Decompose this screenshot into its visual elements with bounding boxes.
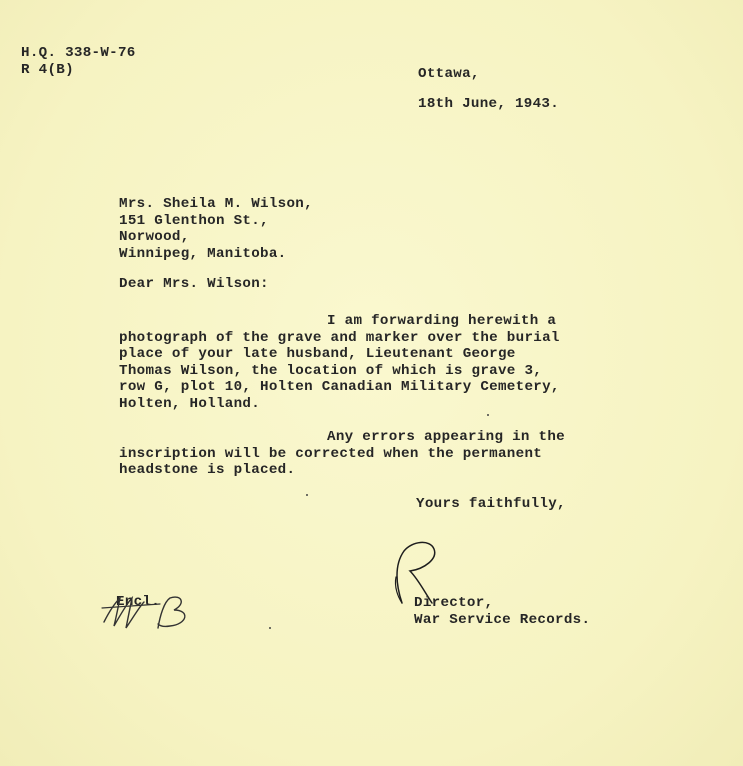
paper-speck — [487, 414, 489, 416]
address-line: Winnipeg, Manitoba. — [119, 245, 287, 262]
paper-speck — [269, 627, 271, 629]
paragraph-forwarding — [119, 313, 560, 412]
paragraph-line: headstone is placed. — [119, 462, 296, 478]
letter-date: 18th June, 1943. — [418, 96, 560, 112]
paragraph-line: Thomas Wilson, the location of which is grave 3, — [119, 362, 543, 379]
address-line: Norwood, — [119, 229, 190, 245]
recipient-address — [119, 196, 313, 262]
paragraph-line: photograph of the grave and marker over the burial — [119, 329, 560, 346]
paragraph-line: inscription will be corrected when the permanent — [119, 445, 543, 462]
paragraph-errors — [119, 429, 565, 479]
closing: Yours faithfully, — [416, 496, 566, 512]
paragraph-line: row G, plot 10, Holten Canadian Military Cemetery, — [119, 379, 560, 395]
typist-initials — [100, 592, 192, 634]
reference-line: H.Q. 338-W-76 — [21, 45, 136, 61]
paragraph-line: Holten, Holland. — [119, 395, 261, 412]
paper-speck — [306, 494, 308, 496]
signatory-line: Director, — [414, 595, 494, 611]
letter-city: Ottawa, — [418, 66, 480, 82]
signatory-title — [414, 595, 590, 628]
reference-line: R 4(B) — [21, 61, 74, 78]
paragraph-line: I am forwarding herewith a — [327, 313, 557, 329]
paragraph-line: place of your late husband, Lieutenant George — [119, 346, 516, 362]
salutation: Dear Mrs. Wilson: — [119, 276, 269, 292]
address-line: 151 Glenthon St., — [119, 212, 269, 229]
file-reference — [21, 45, 136, 78]
signatory-line: War Service Records. — [414, 611, 591, 628]
address-line: Mrs. Sheila M. Wilson, — [119, 196, 313, 212]
paragraph-line: Any errors appearing in the — [327, 429, 565, 445]
enclosure-note: Encl. — [116, 594, 161, 610]
